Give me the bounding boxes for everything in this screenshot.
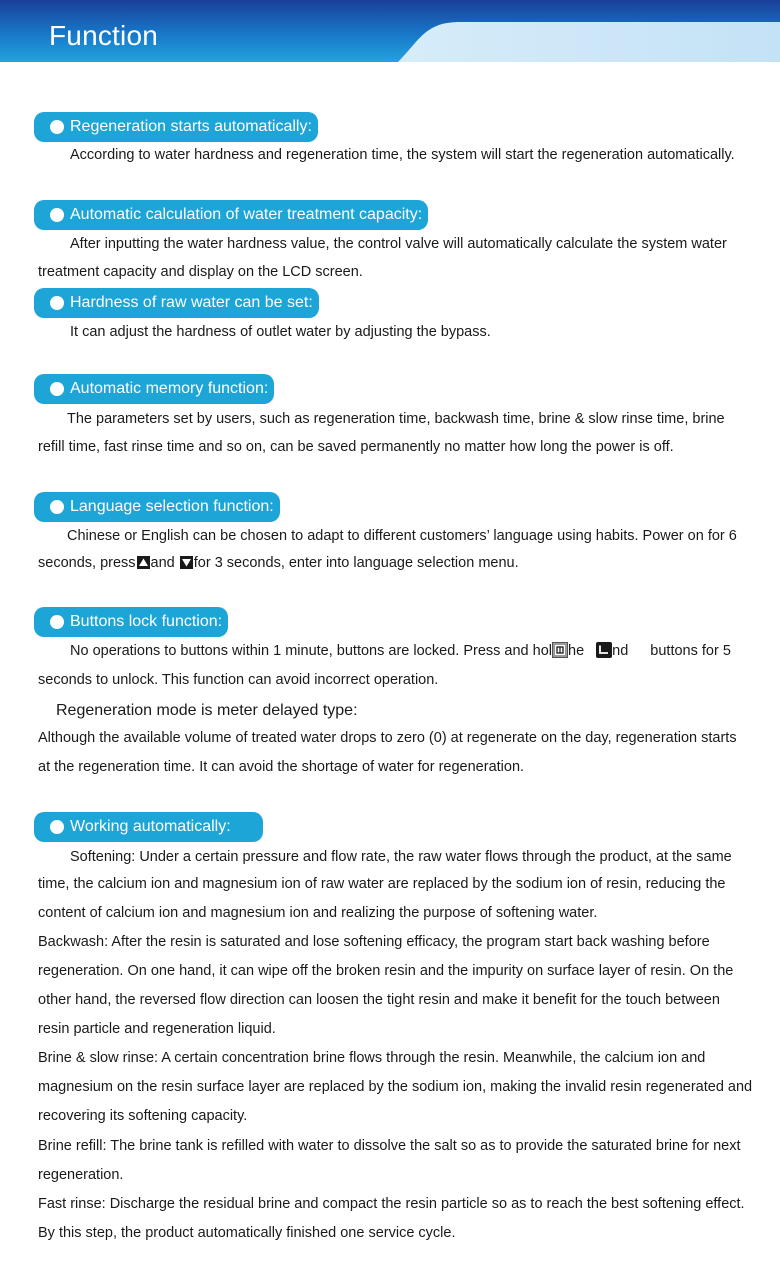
meter-heading: Regeneration mode is meter delayed type: [56, 702, 358, 719]
section-label-language [34, 492, 280, 522]
working-line: resin particle and regeneration liquid. [38, 1021, 276, 1037]
lock-text-line1 [38, 637, 780, 666]
language-text-part: and [150, 555, 175, 571]
meter-text-line2: at the regeneration time. It can avoid the shortage of water for regeneration. [38, 759, 525, 775]
section-label-text: Buttons lock function: [70, 613, 223, 630]
enter-key-icon [596, 642, 612, 658]
language-text-part: for 3 seconds, enter into language selection menu. [193, 555, 519, 571]
regeneration-text: According to water hardness and regeneration time, the system will start the regeneration automatically. [70, 147, 735, 163]
working-line: time, the calcium ion and magnesium ion of raw water are replaced by the sodium ion of resin, reducing the [38, 876, 726, 892]
lock-text-part: buttons for 5 [650, 643, 731, 659]
section-label-lock [34, 607, 228, 637]
section-label-text: Automatic memory function: [70, 380, 269, 397]
bullet-icon [50, 208, 64, 222]
section-label-text: Working automatically: [70, 818, 231, 835]
capacity-text-line2: treatment capacity and display on the LCD screen. [38, 264, 363, 280]
hardness-text: It can adjust the hardness of outlet water by adjusting the bypass. [70, 324, 491, 340]
meter-text-line1: Although the available volume of treated water drops to zero (0) at regenerate on the day, regeneration starts [38, 730, 737, 746]
working-line: regeneration. [38, 1167, 124, 1183]
down-arrow-key-icon [180, 556, 193, 569]
section-label-hardness [34, 288, 319, 318]
section-label-text: Automatic calculation of water treatment capacity: [70, 206, 423, 223]
menu-key-icon [552, 642, 568, 658]
working-line: magnesium on the resin surface layer are replaced by the sodium ion, making the invalid resin regenerated and [38, 1079, 753, 1095]
up-arrow-key-icon [137, 556, 150, 569]
language-text-line1: Chinese or English can be chosen to adapt to different customers’ language using habits. Power on for 6 [67, 528, 737, 544]
memory-text-line1: The parameters set by users, such as regeneration time, backwash time, brine & slow rinse time, brine [67, 411, 725, 427]
section-label-text: Regeneration starts automatically: [70, 118, 312, 135]
section-label-memory [34, 374, 274, 404]
lock-text-line2: seconds to unlock. This function can avoid incorrect operation. [38, 672, 439, 688]
working-line: Backwash: After the resin is saturated and lose softening efficacy, the program start back washing before [38, 934, 710, 950]
header-banner [0, 0, 780, 62]
working-line: regeneration. On one hand, it can wipe off the broken resin and the impurity on surface layer of resin. On the [38, 963, 734, 979]
bullet-icon [50, 500, 64, 514]
lock-text-part: he [568, 643, 585, 659]
working-line: Brine refill: The brine tank is refilled with water to dissolve the salt so as to provide the saturated brine for next [38, 1138, 741, 1154]
working-line: By this step, the product automatically finished one service cycle. [38, 1225, 456, 1241]
working-line: Fast rinse: Discharge the residual brine and compact the resin particle so as to reach the best softening effect. [38, 1196, 745, 1212]
working-line: recovering its softening capacity. [38, 1108, 248, 1124]
working-line: Softening: Under a certain pressure and flow rate, the raw water flows through the product, at the same [70, 849, 732, 865]
section-label-text: Language selection function: [70, 498, 274, 515]
bullet-icon [50, 296, 64, 310]
section-label-text: Hardness of raw water can be set: [70, 294, 313, 311]
bullet-icon [50, 615, 64, 629]
working-line: other hand, the reversed flow direction can loosen the tight resin and make it benefit for the touch between [38, 992, 720, 1008]
working-line: content of calcium ion and magnesium ion and realizing the purpose of softening water. [38, 905, 598, 921]
section-label-capacity [34, 200, 428, 230]
section-label-regeneration [34, 112, 318, 142]
lock-text-part: nd [612, 643, 629, 659]
language-text-part: seconds, press [38, 555, 136, 571]
section-label-working [34, 812, 263, 842]
bullet-icon [50, 382, 64, 396]
bullet-icon [50, 120, 64, 134]
memory-text-line2: refill time, fast rinse time and so on, can be saved permanently no matter how long the power is off. [38, 439, 674, 455]
page-title: Function [49, 20, 158, 51]
working-line: Brine & slow rinse: A certain concentration brine flows through the resin. Meanwhile, the calcium ion and [38, 1050, 706, 1066]
capacity-text-line1: After inputting the water hardness value, the control valve will automatically calculate the system water [70, 236, 727, 252]
lock-text-part: No operations to buttons within 1 minute, buttons are locked. Press and hol [70, 643, 553, 659]
bullet-icon [50, 820, 64, 834]
language-text-line2 [38, 549, 762, 578]
